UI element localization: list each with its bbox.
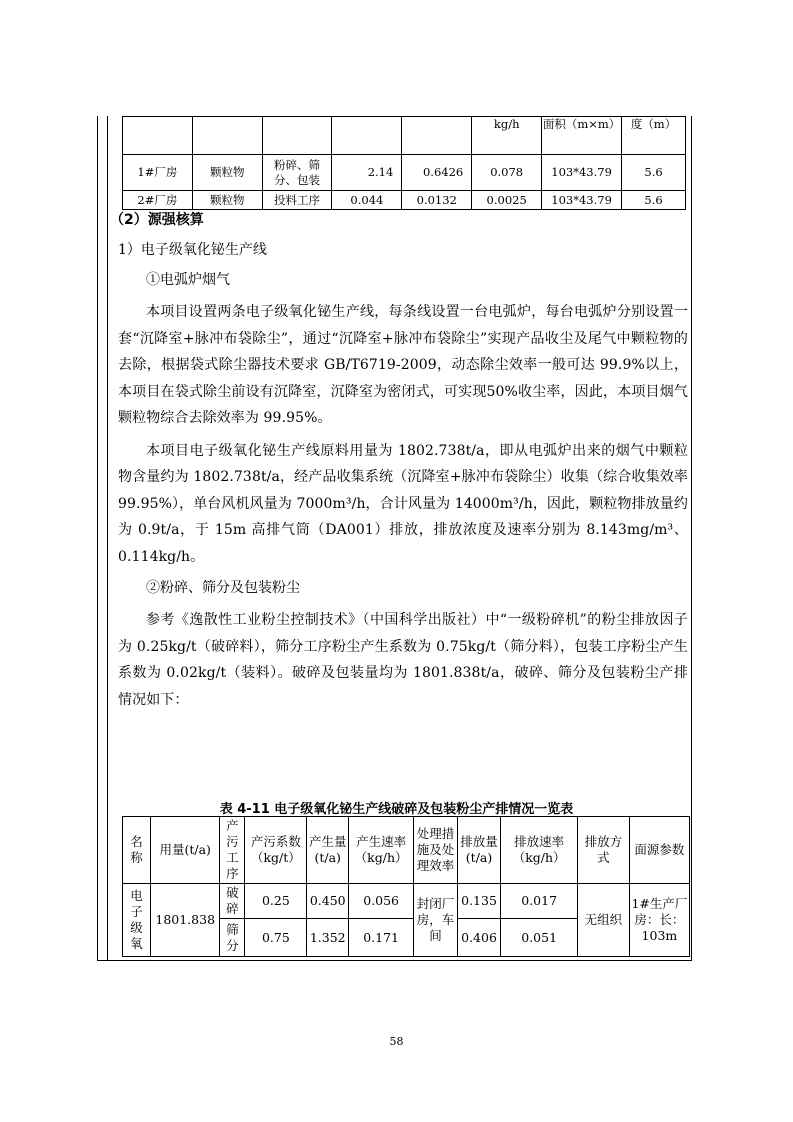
table-cell: 0.044	[332, 191, 402, 210]
table-cell	[262, 117, 332, 155]
table-cell	[123, 117, 193, 155]
table-cell: 0.75	[245, 919, 307, 957]
paragraph: 参考《逸散性工业粉尘控制技术》（中国科学出版社）中“一级粉碎机”的粉尘排放因子为 0.25kg/t（破碎料），筛分工序粉尘产生系数为 0.75kg/t（筛分料），包装工序粉尘产生系数为 0.02kg/t（装料）。破碎及包装量均为 1801.838t/a，破碎、筛分及包装粉尘产排情况如下：	[118, 612, 688, 708]
dust-emission-table	[122, 816, 690, 957]
frame-inner-line	[107, 116, 108, 960]
emission-table-top	[122, 116, 686, 210]
table-cell: 粉碎、筛分、包装	[262, 155, 332, 191]
paragraph: 本项目设置两条电子级氧化铋生产线，每条线设置一台电弧炉，每台电弧炉分别设置一套“沉降室+脉冲布袋除尘”，通过“沉降室+脉冲布袋除尘”实现产品收尘及尾气中颗粒物的去除，根据袋式除尘器技术要求 GB/T6719-2009，动态除尘效率一般可达 99.9%以上，本项目在袋式除尘前设有沉降室，沉降室为密闭式，可实现50%收尘率，因此，本项目烟气颗粒物综合去除效率为 99.95%。	[118, 304, 689, 426]
table-cell: 0.135	[457, 884, 501, 919]
table-cell: 0.171	[348, 919, 413, 957]
table-row	[123, 117, 686, 155]
table-caption: 表 4-11 电子级氧化铋生产线破碎及包装粉尘产排情况一览表	[219, 802, 574, 817]
table-cell: kg/h	[472, 117, 542, 155]
table-cell: 5.6	[622, 155, 686, 191]
table-header-cell: 名称	[123, 817, 151, 884]
paragraph: 本项目电子级氧化铋生产线原料用量为 1802.738t/a，即从电弧炉出来的烟气中颗粒物含量约为 1802.738t/a，经产品收集系统（沉降室+脉冲布袋除尘）收集（综合收集效率 99.95%），单台风机风量为 7000m³/h，合计风量为 14000m³/h，因此，颗粒物排放量约为 0.9t/a，于 15m 高排气筒（DA001）排放，排放浓度及速率分别为 8.143mg/m³、0.114kg/h。	[118, 442, 688, 565]
table-header-cell: 排放量(t/a)	[457, 817, 501, 884]
table-cell: 0.017	[501, 884, 578, 919]
table-cell: 0.0025	[472, 191, 542, 210]
table-cell: 0.078	[472, 155, 542, 191]
table-header-cell: 产生量(t/a)	[307, 817, 348, 884]
item2-heading: ②粉碎、筛分及包装粉尘	[146, 580, 300, 596]
table-row	[123, 155, 686, 191]
table-cell: 0.051	[501, 919, 578, 957]
table-cell	[402, 117, 472, 155]
table-cell: 2.14	[332, 155, 402, 191]
table-cell: 103*43.79	[542, 155, 622, 191]
table-cell: 面积（m×m）	[542, 117, 622, 155]
table-cell: 1.352	[307, 919, 348, 957]
table-cell: 1801.838	[150, 884, 219, 957]
table-header-cell: 产生速率（kg/h）	[348, 817, 413, 884]
table-cell: 0.450	[307, 884, 348, 919]
table-cell: 无组织	[578, 884, 630, 957]
table-header-cell: 处理措施及处理效率	[414, 817, 458, 884]
sub-heading: 1）电子级氧化铋生产线	[118, 242, 267, 258]
body-text	[110, 208, 689, 713]
table-cell: 封闭厂房，车间	[414, 884, 458, 957]
section-heading: （2）源强核算	[110, 212, 204, 228]
table-header-cell: 面源参数	[629, 817, 689, 884]
table-cell: 筛分	[220, 919, 245, 957]
table-cell: 颗粒物	[192, 191, 262, 210]
table-cell: 0.25	[245, 884, 307, 919]
page-number: 58	[389, 1035, 404, 1048]
table-header-row	[123, 817, 690, 884]
table-cell: 电子级氧	[123, 884, 151, 957]
table-header-cell: 排放速率（kg/h）	[501, 817, 578, 884]
table-row	[123, 191, 686, 210]
table-cell: 103*43.79	[542, 191, 622, 210]
table-cell: 2#厂房	[123, 191, 193, 210]
table-cell: 颗粒物	[192, 155, 262, 191]
table-row	[123, 884, 690, 919]
table-cell	[192, 117, 262, 155]
table-cell: 0.6426	[402, 155, 472, 191]
table-cell: 5.6	[622, 191, 686, 210]
table-header-cell: 排放方式	[578, 817, 630, 884]
table-cell	[332, 117, 402, 155]
table-cell: 投料工序	[262, 191, 332, 210]
table-header-cell: 产污系数（kg/t）	[245, 817, 307, 884]
table-cell: 0.406	[457, 919, 501, 957]
table-cell: 0.056	[348, 884, 413, 919]
table-cell: 1#生产厂房：长：103m	[629, 884, 689, 957]
table-cell: 破碎	[220, 884, 245, 919]
item1-heading: ①电弧炉烟气	[146, 272, 230, 288]
table-header-cell: 产污工序	[220, 817, 245, 884]
table-header-cell: 用量(t/a)	[150, 817, 219, 884]
table-cell: 1#厂房	[123, 155, 193, 191]
table-cell: 度（m）	[622, 117, 686, 155]
table-cell: 0.0132	[402, 191, 472, 210]
